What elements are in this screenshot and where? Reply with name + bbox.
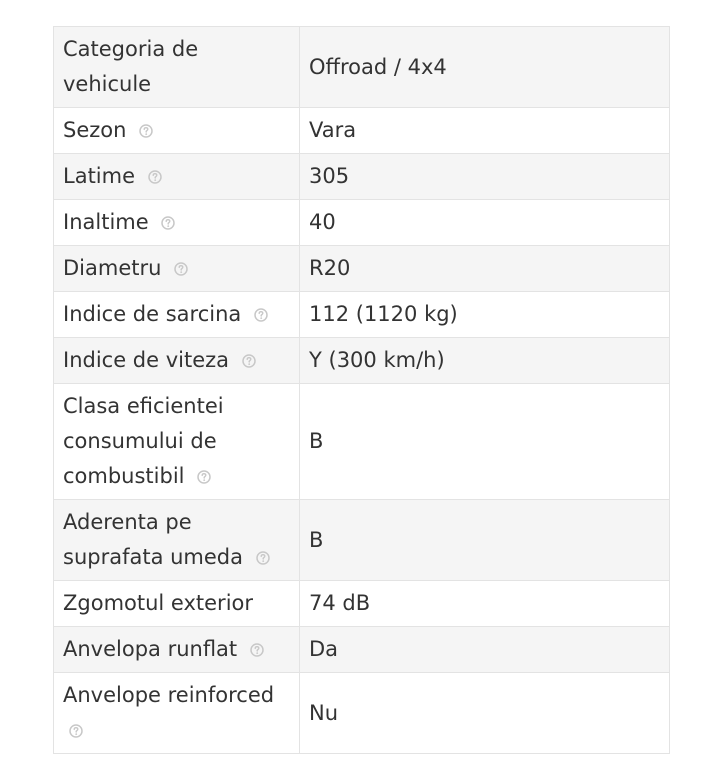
spec-value-cell xyxy=(300,108,670,154)
spec-row-4 xyxy=(54,200,670,246)
tire-specs-body xyxy=(54,27,670,754)
help-question-icon[interactable] xyxy=(254,308,268,322)
spec-row-10 xyxy=(54,581,670,627)
tire-specs-table xyxy=(53,26,670,754)
spec-value: Y (300 km/h) xyxy=(309,348,445,372)
spec-value: R20 xyxy=(309,256,351,280)
spec-label: Anvelopa runflat xyxy=(63,637,238,661)
help-question-icon[interactable] xyxy=(197,470,211,484)
spec-label: Indice de viteza xyxy=(63,348,230,372)
spec-row-8 xyxy=(54,384,670,500)
spec-label-cell xyxy=(54,384,300,500)
spec-value-cell xyxy=(300,27,670,108)
spec-value-cell xyxy=(300,627,670,673)
help-question-icon[interactable] xyxy=(148,170,162,184)
spec-row-3 xyxy=(54,154,670,200)
spec-label-cell xyxy=(54,338,300,384)
spec-value-cell xyxy=(300,500,670,581)
spec-row-11 xyxy=(54,627,670,673)
spec-row-6 xyxy=(54,292,670,338)
spec-value: Offroad / 4x4 xyxy=(309,54,447,79)
spec-label-cell xyxy=(54,292,300,338)
spec-label-cell xyxy=(54,581,300,627)
help-question-icon[interactable] xyxy=(139,124,153,138)
spec-row-9 xyxy=(54,500,670,581)
spec-value: Da xyxy=(309,637,339,661)
spec-value-cell xyxy=(300,673,670,754)
spec-label-cell xyxy=(54,200,300,246)
spec-value-cell xyxy=(300,246,670,292)
spec-value: Vara xyxy=(309,118,357,142)
spec-value-cell xyxy=(300,384,670,500)
spec-label: Clasa eficientei consumului de combustibil xyxy=(63,394,224,488)
spec-row-5 xyxy=(54,246,670,292)
spec-label-cell xyxy=(54,627,300,673)
spec-value: 305 xyxy=(309,164,350,188)
spec-label-cell xyxy=(54,246,300,292)
spec-label: Zgomotul exterior xyxy=(63,591,254,615)
spec-value-cell xyxy=(300,292,670,338)
spec-label: Diametru xyxy=(63,256,162,280)
help-question-icon[interactable] xyxy=(242,354,256,368)
help-question-icon[interactable] xyxy=(174,262,188,276)
spec-row-7 xyxy=(54,338,670,384)
spec-value-cell xyxy=(300,154,670,200)
spec-value: Nu xyxy=(309,700,339,725)
spec-row-12 xyxy=(54,673,670,754)
spec-label-cell xyxy=(54,27,300,108)
spec-label: Categoria de vehicule xyxy=(63,37,199,96)
spec-label: Inaltime xyxy=(63,210,149,234)
spec-value: B xyxy=(309,527,324,552)
help-question-icon[interactable] xyxy=(256,551,270,565)
spec-value: 74 dB xyxy=(309,591,371,615)
spec-value: B xyxy=(309,429,324,453)
spec-label-cell xyxy=(54,154,300,200)
spec-value-cell xyxy=(300,200,670,246)
spec-value-cell xyxy=(300,338,670,384)
help-question-icon[interactable] xyxy=(161,216,175,230)
spec-row-1 xyxy=(54,27,670,108)
spec-label: Anvelope reinforced xyxy=(63,683,275,707)
spec-row-2 xyxy=(54,108,670,154)
spec-value: 112 (1120 kg) xyxy=(309,302,458,326)
spec-label-cell xyxy=(54,500,300,581)
help-question-icon[interactable] xyxy=(250,643,264,657)
spec-label: Aderenta pe suprafata umeda xyxy=(63,510,244,569)
spec-label: Indice de sarcina xyxy=(63,302,242,326)
spec-label-cell xyxy=(54,108,300,154)
spec-value: 40 xyxy=(309,210,336,234)
spec-label-cell xyxy=(54,673,300,754)
spec-label: Sezon xyxy=(63,118,127,142)
spec-label: Latime xyxy=(63,164,136,188)
spec-value-cell xyxy=(300,581,670,627)
help-question-icon[interactable] xyxy=(69,724,83,738)
